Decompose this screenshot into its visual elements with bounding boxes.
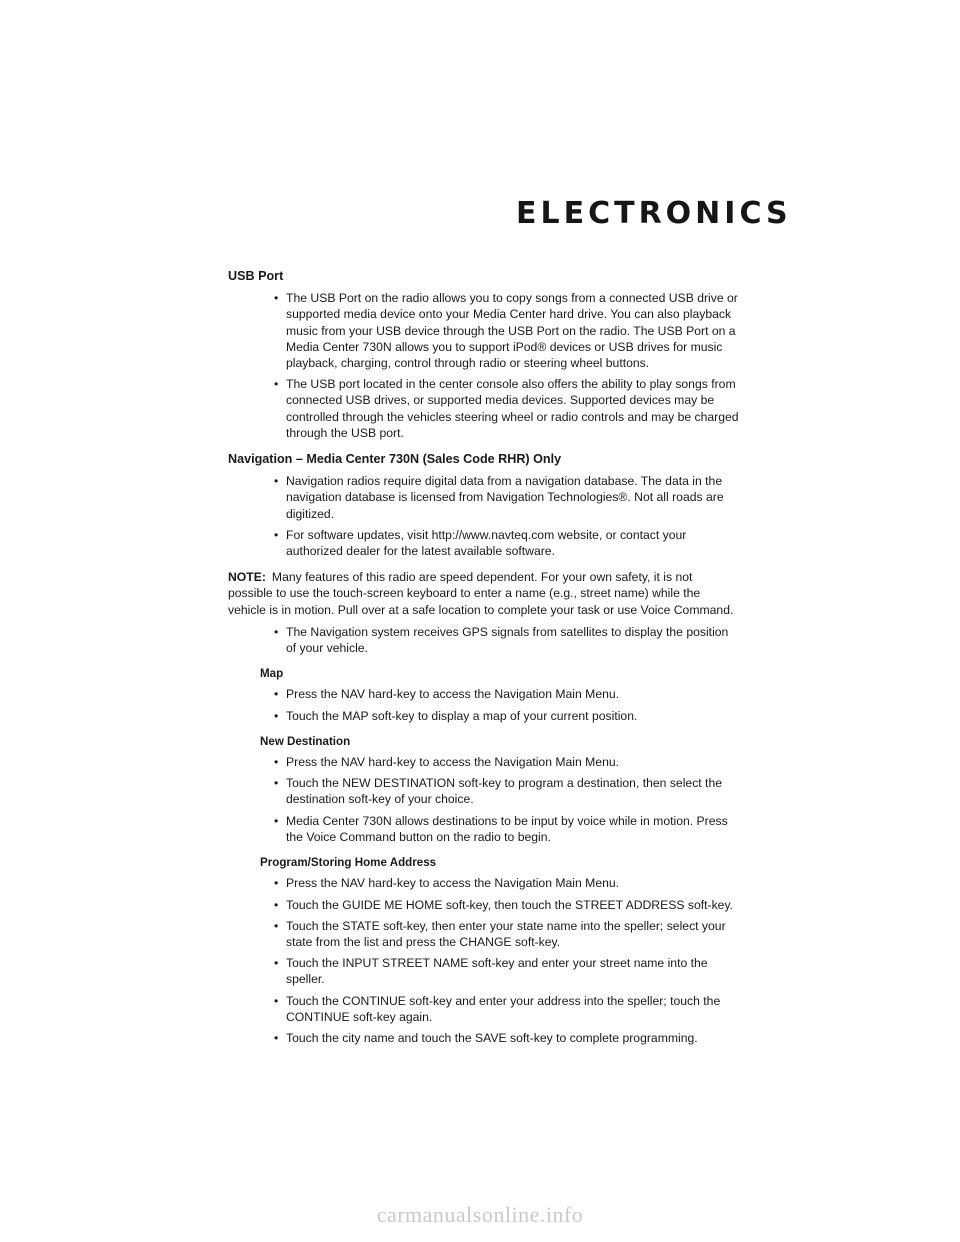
list-item: • Touch the NEW DESTINATION soft-key to program a destination, then select the destination soft-key of your choice. xyxy=(228,775,740,807)
list-item: • Navigation radios require digital data from a navigation database. The data in the navigation database is licensed from Navigation Technologies®. Not all roads are digitized. xyxy=(228,473,740,522)
usb-port-heading: USB Port xyxy=(228,269,284,283)
list-item: • The Navigation system receives GPS signals from satellites to display the position of your vehicle. xyxy=(228,624,740,656)
note-paragraph xyxy=(228,569,740,618)
watermark: carmanualsonline.info xyxy=(376,1202,584,1227)
section-title: ELECTRONICS xyxy=(516,196,792,231)
gps-bullet-list xyxy=(228,624,740,656)
list-item: • Press the NAV hard-key to access the Navigation Main Menu. xyxy=(228,754,740,770)
note-label: NOTE: xyxy=(228,570,266,585)
list-item: • Touch the CONTINUE soft-key and enter your address into the speller; touch the CONTINUE soft-key again. xyxy=(228,993,740,1025)
list-item: • Touch the STATE soft-key, then enter your state name into the speller; select your state from the list and press the CHANGE soft-key. xyxy=(228,918,740,950)
new-destination-heading: New Destination xyxy=(260,734,351,748)
map-bullet-list xyxy=(228,686,740,723)
list-item: • Touch the city name and touch the SAVE soft-key to complete programming. xyxy=(228,1030,740,1046)
list-item: • Media Center 730N allows destinations to be input by voice while in motion. Press the Voice Command button on the radio to begin. xyxy=(228,813,740,845)
list-item: • For software updates, visit http://www.navteq.com website, or contact your authorized dealer for the latest available software. xyxy=(228,527,740,559)
new-destination-bullet-list xyxy=(228,754,740,845)
list-item: • Touch the INPUT STREET NAME soft-key and enter your street name into the speller. xyxy=(228,955,740,987)
navigation-bullet-list xyxy=(228,473,740,559)
list-item: • The USB port located in the center console also offers the ability to play songs from connected USB drives, or supported media devices. Supported devices may be controlled through the vehicles steering wheel or radio controls and may be charged through the USB port. xyxy=(228,376,740,441)
list-item: • Touch the MAP soft-key to display a map of your current position. xyxy=(228,708,740,724)
usb-bullet-list xyxy=(228,290,740,441)
page-content xyxy=(228,268,740,1056)
list-item: • Press the NAV hard-key to access the Navigation Main Menu. xyxy=(228,686,740,702)
home-address-heading: Program/Storing Home Address xyxy=(260,856,437,870)
list-item: • Press the NAV hard-key to access the Navigation Main Menu. xyxy=(228,875,740,891)
note-text: Many features of this radio are speed dependent. For your own safety, it is not possible to use the touch-screen keyboard to enter a name (e.g., street name) while the vehicle is in motion. Pull over at a safe location to complete your task or use Voice Command. xyxy=(228,570,734,617)
map-heading: Map xyxy=(260,667,284,681)
list-item: • Touch the GUIDE ME HOME soft-key, then touch the STREET ADDRESS soft-key. xyxy=(228,897,740,913)
navigation-heading: Navigation – Media Center 730N (Sales Code RHR) Only xyxy=(228,452,562,467)
list-item: • The USB Port on the radio allows you to copy songs from a connected USB drive or supported media device onto your Media Center hard drive. You can also playback music from your USB device through the USB Port on the radio. The USB Port on a Media Center 730N allows you to support iPod® devices or USB drives for music playback, charging, control through radio or steering wheel buttons. xyxy=(228,290,740,371)
home-address-bullet-list xyxy=(228,875,740,1046)
